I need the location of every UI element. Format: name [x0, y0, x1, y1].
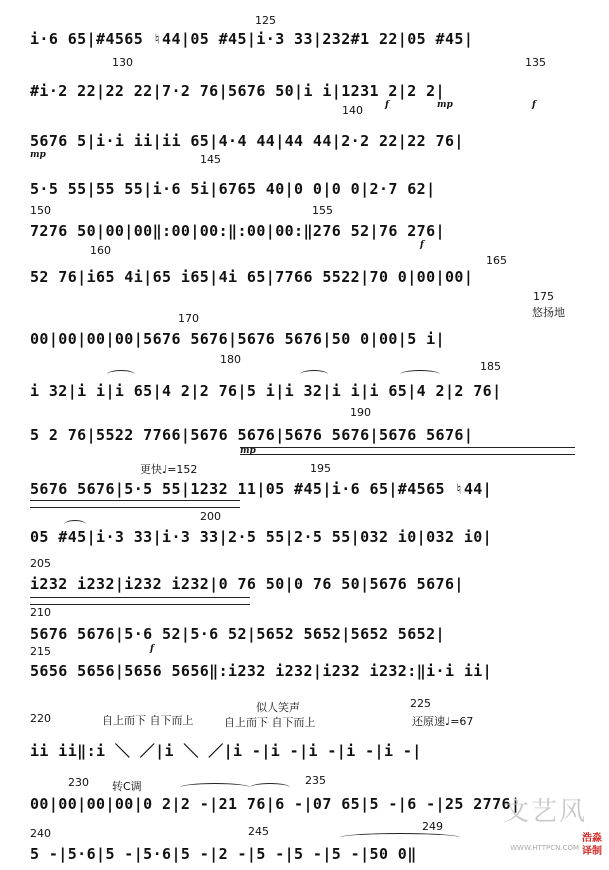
crescendo-hairpin: [30, 500, 240, 508]
measure-number: 240: [30, 827, 51, 840]
key-change-c: 转C调: [112, 780, 142, 793]
measure-number: 140: [342, 104, 363, 117]
expression-youyang: 悠扬地: [532, 306, 565, 319]
measure-number: 220: [30, 712, 51, 725]
slur: [300, 370, 328, 379]
slur: [250, 783, 290, 792]
notation-line-8: i 32|i i|i 65|4 2|2 76|5 i|i 32|i i|i 65|4 2|2 76|: [30, 382, 502, 400]
notation-line-5: 7276 50|00|00‖:00|00:‖:00|00:‖276 52|76 276|: [30, 222, 445, 240]
notation-line-4: 5·5 55|55 55|i·6 5i|6765 40|0 0|0 0|2·7 62|: [30, 180, 436, 198]
notation-line-16: 00|00|00|00|0 2|2 -|21 76|6 -|07 65|5 -|6 -|25 2776|: [30, 795, 521, 813]
slur: [340, 833, 460, 842]
measure-number: 135: [525, 56, 546, 69]
notation-line-12: i232 i232|i232 i232|0 76 50|0 76 50|5676 5676|: [30, 575, 464, 593]
tempo-huanyuan: 还原速♩=67: [412, 715, 474, 728]
notation-line-10: 5676 5676|5·5 55|1232 11|05 #45|i·6 65|#4565 ♮44|: [30, 480, 493, 498]
measure-number: 249: [422, 820, 443, 833]
measure-number: 190: [350, 406, 371, 419]
notation-line-7: 00|00|00|00|5676 5676|5676 5676|50 0|00|5 i|: [30, 330, 445, 348]
expression-siren: 似人笑声: [256, 701, 300, 714]
measure-number: 145: [200, 153, 221, 166]
dynamic-mp: mp: [240, 446, 256, 456]
measure-number: 200: [200, 510, 221, 523]
measure-number: 215: [30, 645, 51, 658]
measure-number: 180: [220, 353, 241, 366]
slur: [180, 783, 250, 792]
glissando-instruction-2: 自上而下 自下而上: [224, 716, 316, 729]
stamp-line-1: 浩淼: [582, 833, 602, 844]
measure-number: 170: [178, 312, 199, 325]
watermark-logo: 文艺风: [502, 797, 587, 827]
dynamic-f: f: [150, 644, 154, 654]
notation-line-1: i·6 65|#4565 ♮44|05 #45|i·3 33|232#1 22|05 #45|: [30, 30, 474, 48]
stamp-line-2: 译制: [582, 846, 602, 857]
notation-line-6: 52 76|i65 4i|65 i65|4i 65|7766 5522|70 0|00|00|: [30, 268, 474, 286]
measure-number: 230: [68, 776, 89, 789]
slur: [400, 370, 440, 379]
measure-number: 245: [248, 825, 269, 838]
notation-line-11: 05 #45|i·3 33|i·3 33|2·5 55|2·5 55|032 i0|032 i0|: [30, 528, 493, 546]
tempo-gengkuai: 更快♩=152: [140, 463, 198, 476]
notation-line-15: ii ii‖:i ＼ ／|i ＼ ／|i -|i -|i -|i -|i -|: [30, 742, 422, 760]
measure-number: 130: [112, 56, 133, 69]
measure-number: 225: [410, 697, 431, 710]
measure-number: 235: [305, 774, 326, 787]
dynamic-mp: mp: [30, 150, 46, 160]
crescendo-hairpin: [240, 447, 575, 455]
measure-number: 175: [533, 290, 554, 303]
dynamic-mp: mp: [437, 100, 453, 110]
notation-line-3: 5676 5|i·i ii|ii 65|4·4 44|44 44|2·2 22|22 76|: [30, 132, 464, 150]
measure-number: 165: [486, 254, 507, 267]
measure-number: 185: [480, 360, 501, 373]
notation-line-14: 5656 5656|5656 5656‖:i232 i232|i232 i232:‖i·i ii|: [30, 662, 493, 680]
measure-number: 155: [312, 204, 333, 217]
dynamic-f: f: [420, 240, 424, 250]
watermark-url: WWW.HTTPCN.COM: [510, 844, 579, 852]
notation-line-13: 5676 5676|5·6 52|5·6 52|5652 5652|5652 5652|: [30, 625, 445, 643]
translator-stamp: [579, 832, 605, 868]
measure-number: 195: [310, 462, 331, 475]
notation-line-17: 5 -|5·6|5 -|5·6|5 -|2 -|5 -|5 -|5 -|50 0‖: [30, 845, 417, 863]
measure-number: 210: [30, 606, 51, 619]
dynamic-f: f: [532, 100, 536, 110]
dynamic-f: f: [385, 100, 389, 110]
notation-line-9: 5 2 76|5522 7766|5676 5676|5676 5676|5676 5676|: [30, 426, 474, 444]
slur: [107, 370, 135, 379]
glissando-instruction-1: 自上而下 自下而上: [102, 714, 194, 727]
slur: [64, 520, 86, 529]
measure-number: 125: [255, 14, 276, 27]
notation-line-2: #i·2 22|22 22|7·2 76|5676 50|i i|1231 2|2 2|: [30, 82, 445, 100]
decrescendo-hairpin: [30, 597, 250, 605]
measure-number: 150: [30, 204, 51, 217]
measure-number: 205: [30, 557, 51, 570]
measure-number: 160: [90, 244, 111, 257]
